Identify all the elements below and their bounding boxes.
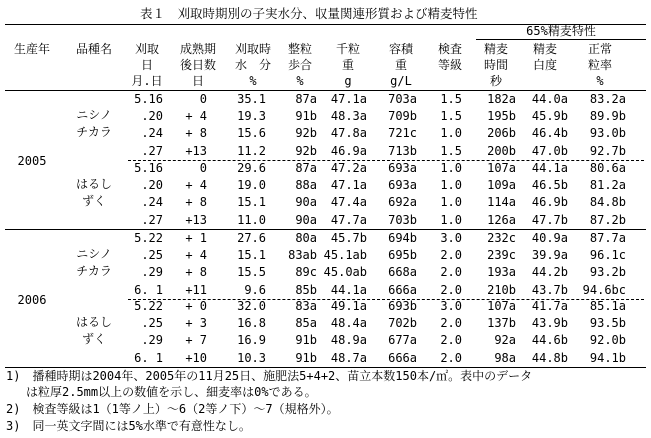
cell-grain-ratio: 83ab xyxy=(288,248,317,263)
cell-grade: 2.0 xyxy=(440,350,462,365)
header-grade-line-1: 検査 xyxy=(437,42,462,56)
cell-grade: 1.0 xyxy=(440,126,462,141)
variety-name-line: チカラ xyxy=(76,125,112,140)
cell-days-after: +13 xyxy=(185,212,207,227)
header-grade-line-2: 等級 xyxy=(437,58,462,72)
cell-polish-time: 195b xyxy=(487,109,516,124)
cell-normal-rate: 85.1a xyxy=(589,299,626,313)
cell-polish-time: 126a xyxy=(487,212,516,227)
cell-harvest-date: 5.16 xyxy=(134,161,163,175)
cell-grade: 1.5 xyxy=(440,109,462,124)
cell-volume-weight: 693a xyxy=(388,178,417,193)
cell-polish-time: 92a xyxy=(494,333,516,348)
variety-name-line: ニシノ xyxy=(76,108,112,122)
cell-whiteness: 44.8b xyxy=(531,350,568,365)
variety-name-line: はるし xyxy=(75,315,112,329)
table-title: 表１ 刈取時期別の子実水分、収量関連形質および精麦特性 xyxy=(140,6,478,21)
cell-whiteness: 39.9a xyxy=(531,248,568,263)
header-harvest-line-1: 刈取 xyxy=(134,42,159,56)
cell-kernel-weight: 48.4a xyxy=(330,316,367,331)
cell-harvest-date: .27 xyxy=(141,212,163,227)
header-moisture-line-3: % xyxy=(249,74,257,88)
cell-moisture: 29.6 xyxy=(237,161,266,175)
cell-harvest-date: .20 xyxy=(141,109,163,124)
header-variety: 品種名 xyxy=(75,42,112,56)
header-grain-ratio-line-2: 歩合 xyxy=(287,58,312,72)
cell-grain-ratio: 89c xyxy=(295,265,317,280)
cell-harvest-date: 5.16 xyxy=(134,92,163,106)
cell-moisture: 15.1 xyxy=(237,195,266,210)
header-normal-rate-line-2: 粒率 xyxy=(587,58,612,72)
cell-grade: 1.5 xyxy=(440,143,462,158)
cell-days-after: + 8 xyxy=(185,195,207,210)
cell-volume-weight: 703b xyxy=(388,212,417,227)
cell-grain-ratio: 80a xyxy=(295,231,317,245)
cell-volume-weight: 693a xyxy=(388,161,417,175)
cell-grain-ratio: 91b xyxy=(295,333,317,348)
cell-polish-time: 200b xyxy=(487,143,516,158)
cell-kernel-weight: 48.9a xyxy=(330,333,367,348)
cell-grain-ratio: 91b xyxy=(295,350,317,365)
cell-kernel-weight: 47.8a xyxy=(330,126,367,141)
header-normal-rate-line-3: % xyxy=(596,74,604,88)
cell-moisture: 10.3 xyxy=(237,350,266,365)
cell-kernel-weight: 45.7b xyxy=(330,231,367,245)
cell-days-after: + 0 xyxy=(185,299,207,313)
header-polish-time-line-3: 秒 xyxy=(489,74,502,88)
header-volume-weight-line-1: 容積 xyxy=(388,42,413,56)
cell-kernel-weight: 44.1a xyxy=(330,282,367,297)
cell-normal-rate: 94.1b xyxy=(589,350,626,365)
cell-volume-weight: 695b xyxy=(388,248,417,263)
cell-grade: 2.0 xyxy=(440,333,462,348)
cell-normal-rate: 92.0b xyxy=(589,333,626,348)
cell-grade: 1.0 xyxy=(440,161,462,175)
header-volume-weight-line-3: g/L xyxy=(390,74,412,88)
header-days-line-1: 成熟期 xyxy=(179,42,216,56)
cell-normal-rate: 80.6a xyxy=(589,161,626,175)
cell-harvest-date: 6. 1 xyxy=(134,350,163,365)
cell-grain-ratio: 83a xyxy=(295,299,317,313)
cell-whiteness: 44.6b xyxy=(531,333,568,348)
cell-harvest-date: .29 xyxy=(141,265,163,280)
cell-whiteness: 46.5b xyxy=(531,178,568,193)
cell-moisture: 15.6 xyxy=(237,126,266,141)
cell-grain-ratio: 92b xyxy=(295,143,317,158)
note-3: 3) 同一英文字間には5%水準で有意性なし。 xyxy=(6,419,251,433)
cell-volume-weight: 721c xyxy=(388,126,417,141)
cell-days-after: 0 xyxy=(199,92,207,106)
header-whiteness-line-2: 白度 xyxy=(532,58,557,72)
cell-grade: 3.0 xyxy=(440,231,462,245)
cell-polish-time: 210b xyxy=(487,282,516,297)
header-moisture-line-1: 刈取時 xyxy=(234,42,271,56)
cell-whiteness: 45.9b xyxy=(531,109,568,124)
cell-moisture: 19.0 xyxy=(237,178,266,193)
cell-kernel-weight: 46.9a xyxy=(330,143,367,158)
cell-grade: 2.0 xyxy=(440,282,462,297)
cell-days-after: + 1 xyxy=(185,231,207,245)
header-harvest-line-2: 日 xyxy=(140,58,153,72)
cell-harvest-date: .29 xyxy=(141,333,163,348)
cell-whiteness: 46.9b xyxy=(531,195,568,210)
cell-grade: 2.0 xyxy=(440,316,462,331)
cell-moisture: 9.6 xyxy=(244,282,266,297)
header-harvest-line-3: 月.日 xyxy=(131,74,163,88)
cell-grade: 3.0 xyxy=(440,299,462,313)
cell-normal-rate: 83.2a xyxy=(589,92,626,106)
cell-polish-time: 114a xyxy=(487,195,516,210)
cell-volume-weight: 713b xyxy=(388,143,417,158)
table-bottom-rule xyxy=(5,367,646,368)
cell-whiteness: 47.7b xyxy=(531,212,568,227)
cell-volume-weight: 677a xyxy=(388,333,417,348)
cell-harvest-date: .25 xyxy=(141,316,163,331)
cell-grain-ratio: 87a xyxy=(295,92,317,106)
cell-kernel-weight: 48.7a xyxy=(330,350,367,365)
cell-kernel-weight: 47.1a xyxy=(330,178,367,193)
cell-days-after: + 4 xyxy=(185,248,207,263)
cell-harvest-date: 5.22 xyxy=(134,231,163,245)
header-grain-ratio-line-3: % xyxy=(296,74,304,88)
cell-grain-ratio: 90a xyxy=(295,212,317,227)
cell-normal-rate: 81.2a xyxy=(589,178,626,193)
header-kernel-weight-line-1: 千粒 xyxy=(335,42,360,56)
cell-moisture: 19.3 xyxy=(237,109,266,124)
group-header-label: 65%精麦特性 xyxy=(526,24,596,38)
cell-harvest-date: .27 xyxy=(141,143,163,158)
header-whiteness-line-1: 精麦 xyxy=(532,42,557,56)
cell-whiteness: 44.1a xyxy=(531,161,568,175)
cell-moisture: 16.8 xyxy=(237,316,266,331)
cell-volume-weight: 666a xyxy=(388,350,417,365)
cell-polish-time: 206b xyxy=(487,126,516,141)
cell-normal-rate: 96.1c xyxy=(589,248,626,263)
cell-grade: 1.0 xyxy=(440,195,462,210)
cell-moisture: 35.1 xyxy=(237,92,266,106)
cell-grade: 2.0 xyxy=(440,265,462,280)
cell-volume-weight: 693b xyxy=(388,299,417,313)
cell-normal-rate: 93.2b xyxy=(589,265,626,280)
header-days-line-2: 後日数 xyxy=(179,58,216,72)
cell-kernel-weight: 48.3a xyxy=(330,109,367,124)
cell-grade: 1.5 xyxy=(440,92,462,106)
cell-polish-time: 239c xyxy=(487,248,516,263)
cell-harvest-date: 6. 1 xyxy=(134,282,163,297)
cell-days-after: + 8 xyxy=(185,265,207,280)
cell-harvest-date: .20 xyxy=(141,178,163,193)
cell-moisture: 27.6 xyxy=(237,231,266,245)
cell-volume-weight: 694b xyxy=(388,231,417,245)
cell-kernel-weight: 47.2a xyxy=(330,161,367,175)
year-separator-rule xyxy=(5,229,646,230)
year-cell: 2005 xyxy=(17,154,47,168)
cell-normal-rate: 93.5b xyxy=(589,316,626,331)
cell-moisture: 32.0 xyxy=(237,299,266,313)
header-moisture-line-2: 水 分 xyxy=(234,58,271,72)
cell-grade: 1.0 xyxy=(440,178,462,193)
cell-days-after: 0 xyxy=(199,161,207,175)
note-1-cont: は粒厚2.5mm以上の数値を示し、細麦率は0%である。 xyxy=(26,385,317,399)
note-1: 1) 播種時期は2004年、2005年の11月25日、施肥法5+4+2、苗立本数150本/㎡。表中のデータ xyxy=(6,369,533,383)
year-cell: 2006 xyxy=(17,293,47,307)
header-days-line-3: 日 xyxy=(191,74,204,88)
cell-volume-weight: 666a xyxy=(388,282,417,297)
cell-normal-rate: 89.9b xyxy=(589,109,626,124)
variety-name-line: ニシノ xyxy=(76,247,112,261)
cell-kernel-weight: 47.1a xyxy=(330,92,367,106)
cell-moisture: 15.1 xyxy=(237,248,266,263)
cell-moisture: 15.5 xyxy=(237,265,266,280)
cell-normal-rate: 93.0b xyxy=(589,126,626,141)
cell-grade: 1.0 xyxy=(440,212,462,227)
cell-whiteness: 47.0b xyxy=(531,143,568,158)
cell-whiteness: 43.7b xyxy=(531,282,568,297)
cell-polish-time: 107a xyxy=(487,299,516,313)
header-bottom-rule xyxy=(5,90,646,91)
cell-days-after: + 8 xyxy=(185,126,207,141)
cell-grain-ratio: 85b xyxy=(295,282,317,297)
variety-name-line: チカラ xyxy=(76,264,112,279)
header-normal-rate-line-1: 正常 xyxy=(587,42,612,56)
cell-whiteness: 44.0a xyxy=(531,92,568,106)
cell-volume-weight: 703a xyxy=(388,92,417,106)
cell-days-after: +11 xyxy=(185,282,207,297)
cell-polish-time: 232c xyxy=(487,231,516,245)
header-grain-ratio-line-1: 整粒 xyxy=(287,42,312,56)
cell-polish-time: 182a xyxy=(487,92,516,106)
cell-grain-ratio: 90a xyxy=(295,195,317,210)
variety-name-line: ずく xyxy=(81,332,106,347)
note-2: 2) 検査等級は1（1等ノ上）～6（2等ノ下）～7（規格外）。 xyxy=(6,402,339,416)
cell-volume-weight: 668a xyxy=(388,265,417,280)
cell-harvest-date: .24 xyxy=(141,195,163,210)
cell-grain-ratio: 87a xyxy=(295,161,317,175)
header-volume-weight-line-2: 重 xyxy=(394,58,407,72)
cell-days-after: + 7 xyxy=(185,333,207,348)
cell-polish-time: 98a xyxy=(494,350,516,365)
cell-grade: 2.0 xyxy=(440,248,462,263)
cell-days-after: + 4 xyxy=(185,178,207,193)
cell-kernel-weight: 47.7a xyxy=(330,212,367,227)
header-kernel-weight-line-2: 重 xyxy=(341,58,354,72)
cell-whiteness: 40.9a xyxy=(531,231,568,245)
cell-normal-rate: 87.7a xyxy=(589,231,626,245)
cell-grain-ratio: 85a xyxy=(295,316,317,331)
header-year: 生産年 xyxy=(13,42,50,56)
cell-grain-ratio: 91b xyxy=(295,109,317,124)
cell-volume-weight: 692a xyxy=(388,195,417,210)
cell-whiteness: 43.9b xyxy=(531,316,568,331)
variety-name-line: はるし xyxy=(75,177,112,191)
cell-polish-time: 193a xyxy=(487,265,516,280)
cell-normal-rate: 87.2b xyxy=(589,212,626,227)
cell-whiteness: 41.7a xyxy=(531,299,568,313)
cell-days-after: + 3 xyxy=(185,316,207,331)
cell-polish-time: 107a xyxy=(487,161,516,175)
cell-days-after: + 4 xyxy=(185,109,207,124)
cell-volume-weight: 709b xyxy=(388,109,417,124)
header-kernel-weight-line-3: g xyxy=(344,74,352,88)
variety-name-line: ずく xyxy=(81,194,106,209)
cell-kernel-weight: 45.1ab xyxy=(323,248,367,263)
header-polish-time-line-2: 時間 xyxy=(483,58,508,72)
cell-whiteness: 44.2b xyxy=(531,265,568,280)
cell-grain-ratio: 88a xyxy=(295,178,317,193)
header-polish-time-line-1: 精麦 xyxy=(483,42,508,56)
cell-days-after: +10 xyxy=(185,350,207,365)
cell-grain-ratio: 92b xyxy=(295,126,317,141)
cell-kernel-weight: 47.4a xyxy=(330,195,367,210)
cell-whiteness: 46.4b xyxy=(531,126,568,141)
cell-normal-rate: 84.8b xyxy=(589,195,626,210)
cell-volume-weight: 702b xyxy=(388,316,417,331)
cell-kernel-weight: 45.0ab xyxy=(323,265,367,280)
cell-harvest-date: 5.22 xyxy=(134,299,163,313)
cell-kernel-weight: 49.1a xyxy=(330,299,367,313)
cell-normal-rate: 94.6bc xyxy=(582,282,626,297)
cell-moisture: 11.2 xyxy=(237,143,266,158)
group-header-rule xyxy=(476,39,646,40)
cell-normal-rate: 92.7b xyxy=(589,143,626,158)
cell-harvest-date: .25 xyxy=(141,248,163,263)
cell-polish-time: 109a xyxy=(487,178,516,193)
cell-polish-time: 137b xyxy=(487,316,516,331)
cell-harvest-date: .24 xyxy=(141,126,163,141)
cell-days-after: +13 xyxy=(185,143,207,158)
cell-moisture: 16.9 xyxy=(237,333,266,348)
cell-moisture: 11.0 xyxy=(237,212,266,227)
